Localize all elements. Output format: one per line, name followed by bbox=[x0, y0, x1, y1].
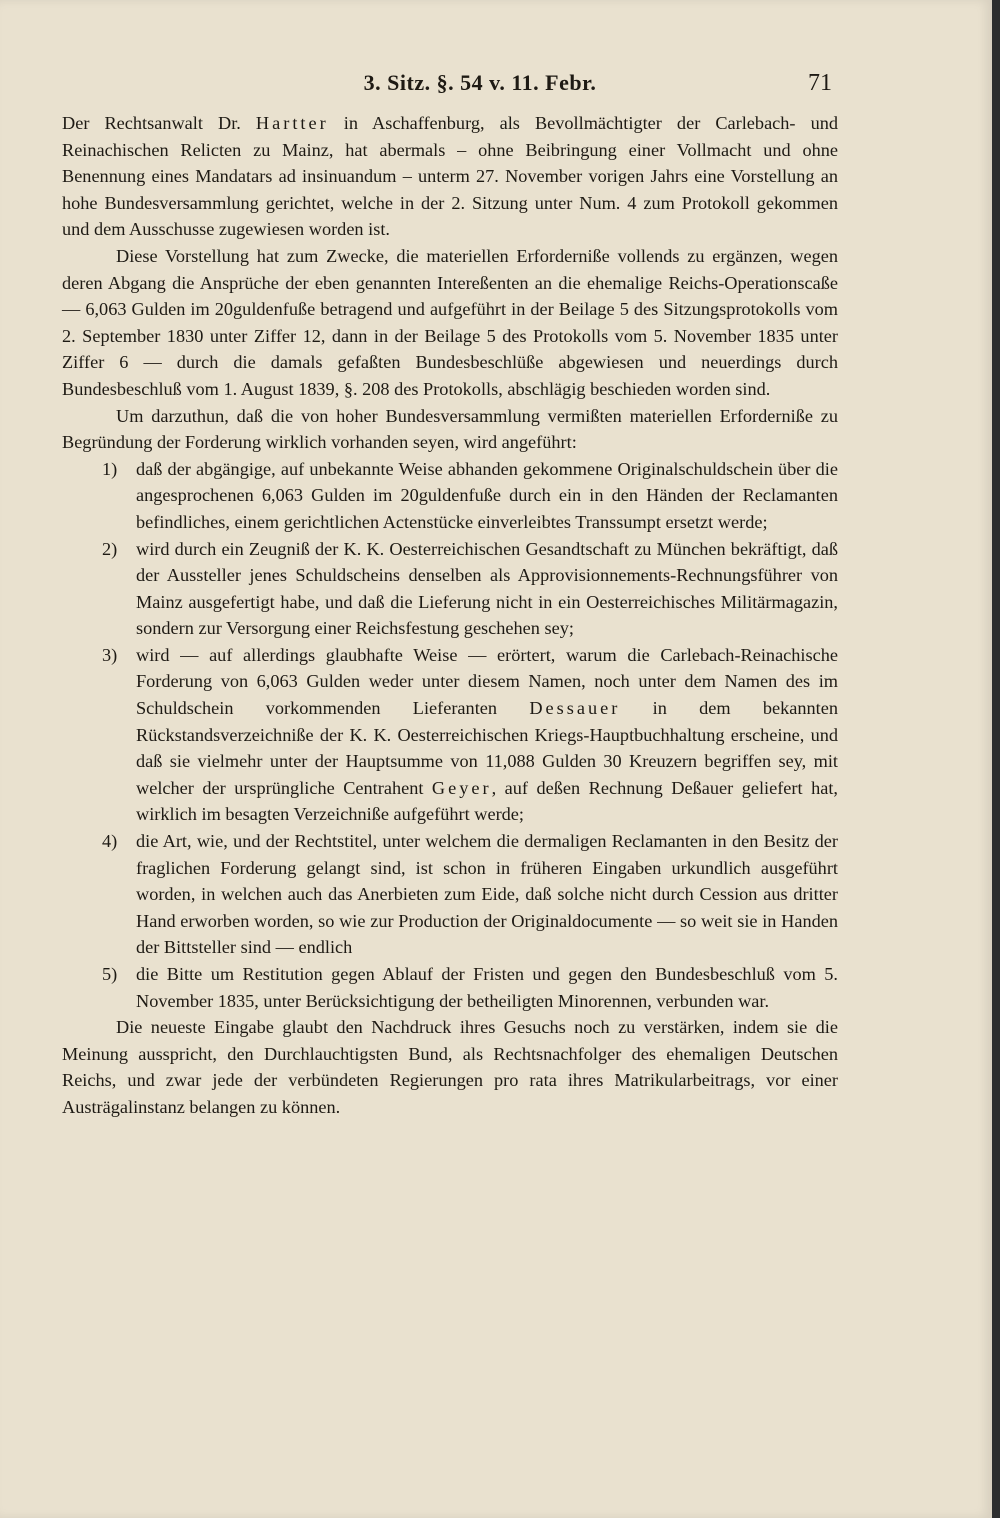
list-item bbox=[62, 536, 838, 642]
paragraph-1-start: Der Rechtsanwalt Dr. bbox=[62, 113, 256, 133]
page-header bbox=[0, 64, 1000, 104]
page-edge bbox=[992, 0, 1000, 1518]
paragraph-3: Um darzuthun, daß die von hoher Bundesversammlung vermißten materiellen Erforderniße zu Begründung der Forderung wirklich vorhanden seyen, wird angeführt: bbox=[62, 405, 838, 453]
list-marker: 4) bbox=[102, 831, 118, 852]
list-item-text: , auf deßen Rechnung Deßauer geliefert hat, wirklich im besagten Verzeichniße aufgeführt werde; bbox=[136, 777, 838, 825]
paragraph-2: Diese Vorstellung hat zum Zwecke, die materiellen Erforderniße vollends zu ergänzen, wegen deren Abgang die Ansprüche der eben genannten Intereßenten an die ehemalige Reichs-Operationscaße — 6,063 Gulden im 20guldenfuße betragend und aufgeführt in der Beilage 5 des Sitzungsprotokolls vom 2. September 1830 unter Ziffer 12, dann in der Beilage 5 des Protokolls vom 5. November 1835 unter Ziffer 6 — durch die damals gefaßten Bundesbeschlüße abgewiesen und neuerdings durch Bundesbeschluß vom 1. August 1839, §. 208 des Protokolls, abschlägig beschieden worden sind. bbox=[62, 245, 838, 399]
list-item bbox=[62, 961, 838, 1014]
list-marker: 3) bbox=[102, 644, 118, 665]
list-item bbox=[62, 828, 838, 961]
person-name: Geyer bbox=[431, 777, 492, 798]
list-item-text: die Art, wie, und der Rechtstitel, unter welchem die dermaligen Reclamanten in den Besitz der fraglichen Forderung gelangt sind, ist schon in früheren Eingaben urkundlich ausgeführt worden, in welchen auch das Anerbieten zum Eide, daß solche nicht durch Cession aus dritter Hand erworben worden, so wie zur Production der Originaldocumente — so weit sie in Handen der Bittsteller sind — endlich bbox=[136, 831, 838, 958]
paragraph-4: Die neueste Eingabe glaubt den Nachdruck ihres Gesuchs noch zu verstärken, indem sie die Meinung ausspricht, den Durchlauchtigsten Bund, als Rechtsnachfolger des ehemaligen Deutschen Reichs, und zwar jede der verbündeten Regierungen pro rata ihres Matrikularbeitrags, vor einer Austrägalinstanz belangen zu können. bbox=[62, 1017, 838, 1117]
page-number: 71 bbox=[808, 70, 832, 96]
list-item-text: die Bitte um Restitution gegen Ablauf der Fristen und gegen den Bundesbeschluß vom 5. November 1835, unter Berücksichtigung der betheiligten Minorennen, verbunden war. bbox=[136, 964, 838, 1011]
list-marker: 1) bbox=[102, 458, 118, 479]
list-item-text: daß der abgängige, auf unbekannte Weise abhanden gekommene Originalschuldschein über die angesprochenen 6,063 Gulden im 20guldenfuße durch ein in den Händen der Reclamanten befindliches, einem gerichtlichen Actenstücke einverleibtes Transsumpt ersetzt werde; bbox=[136, 458, 838, 532]
list-item-text: in dem bekannten Rückstandsverzeichniße der K. K. Oesterreichischen Kriegs-Hauptbuchhaltung erscheine, und daß sie vielmehr unter der Hauptsumme von 11,088 Gulden 30 Kreuzern begriffen sey, mit welcher der ursprüngliche Centrahent bbox=[136, 698, 838, 798]
person-name: Hartter bbox=[255, 113, 329, 133]
list-item bbox=[62, 642, 838, 828]
list-item-text: wird — auf allerdings glaubhafte Weise — erörtert, warum die Carlebach-Reinachische Forderung von 6,063 Gulden weder unter diesem Namen, noch unter dem Namen des im Schuldschein vorkommenden Lieferanten bbox=[136, 644, 838, 719]
list-item-text: wird durch ein Zeugniß der K. K. Oesterreichischen Gesandtschaft zu München bekräftigt, daß der Aussteller jenes Schuldscheins denselben als Approvisionnements-Rechnungsführer von Mainz ausgefertigt habe, und daß die Lieferung nicht in ein Oesterreichisches Militärmagazin, sondern zur Versorgung einer Reichsfestung geschehen sey; bbox=[136, 538, 838, 639]
list-marker: 2) bbox=[102, 538, 118, 559]
person-name: Dessauer bbox=[529, 698, 621, 719]
numbered-list bbox=[62, 456, 838, 1014]
list-item bbox=[62, 456, 838, 536]
body-text bbox=[62, 110, 838, 1121]
paragraph-1 bbox=[62, 110, 838, 243]
running-head: 3. Sitz. §. 54 v. 11. Febr. bbox=[363, 70, 597, 95]
list-marker: 5) bbox=[102, 964, 118, 984]
paragraph-1-rest: in Aschaffenburg, als Bevollmächtigter der Carlebach- und Reinachischen Relicten zu Mainz, hat abermals – ohne Beibringung einer Vollmacht und ohne Benennung eines Mandatars ad insinuandum – unterm 27. November vorigen Jahrs eine Vorstellung an hohe Bundesversammlung gerichtet, welche in der 2. Sitzung unter Num. 4 zum Protokoll gekommen und dem Ausschusse zugewiesen worden ist. bbox=[62, 113, 838, 240]
